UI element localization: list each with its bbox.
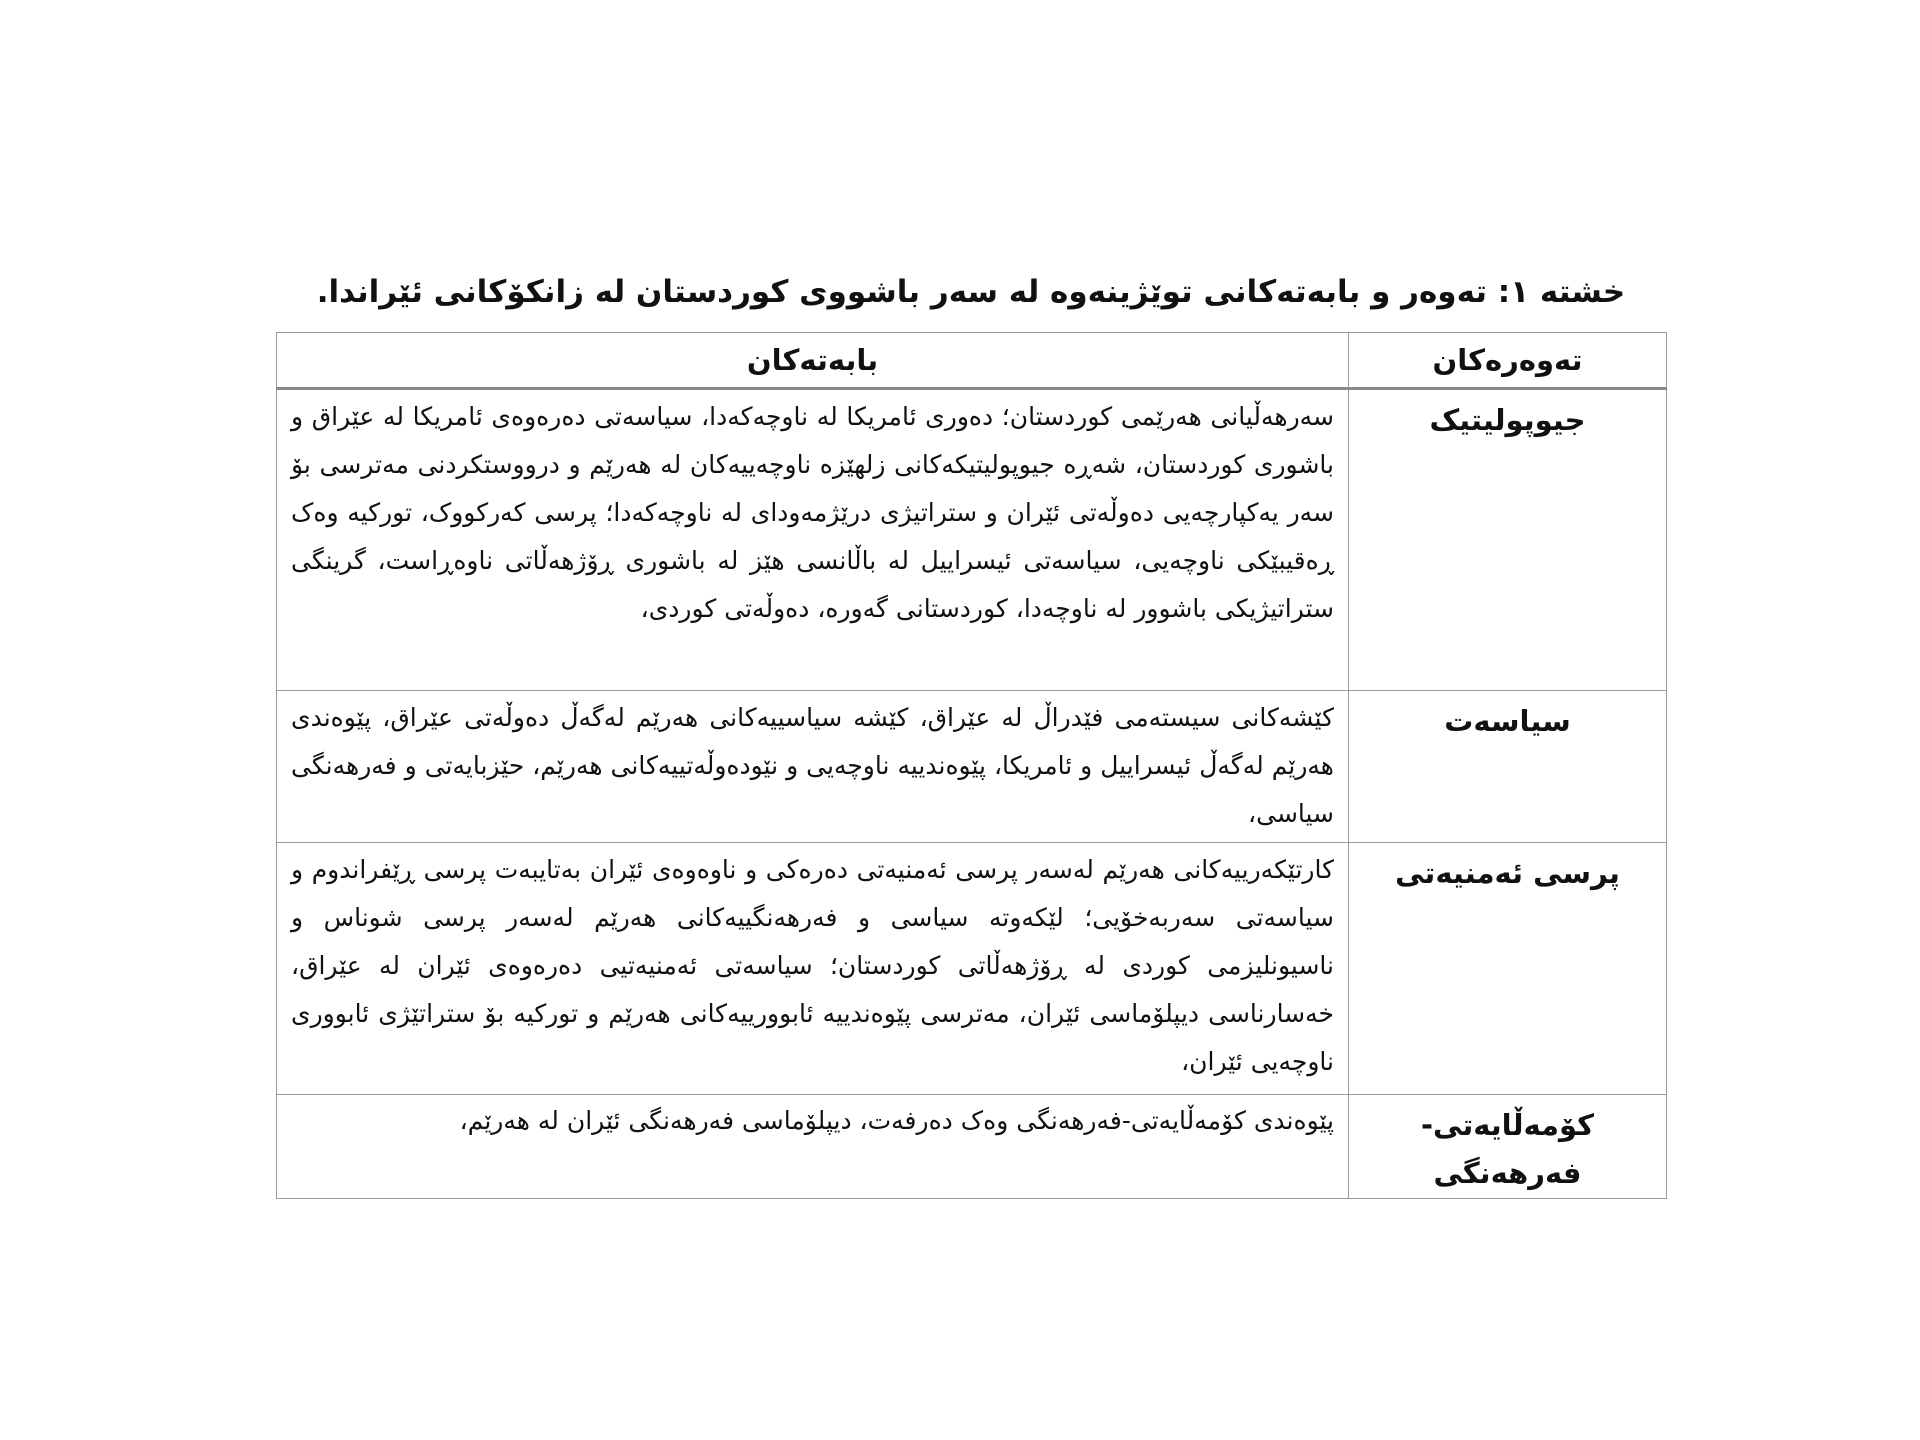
theme-cell-security: پرسی ئەمنیەتی [1349,843,1667,1095]
table-row [277,389,1667,691]
table-row [277,691,1667,843]
subject-cell-security: کارتێکەرییەکانی هەرێم لەسەر پرسی ئەمنیەتی دەرەکی و ناوەوەی ئێران بەتایبەت پرسی ڕێفراندوم و سیاسەتی سەربەخۆیی؛ لێکەوتە سیاسی و فەرهەنگییەکانی هەرێم لەسەر پرسی شوناس و ناسیونلیزمی کوردی لە ڕۆژهەڵاتی کوردستان؛ سیاسەتی ئەمنیەتیی دەرەوەی ئێران لە عێراق، خەسارناسی دیپلۆماسی ئێران، مەترسی پێوەندییە ئابوورییەکانی هەرێم و تورکیە بۆ ستراتێژی ئابووری ناوچەیی ئێران، [277,843,1349,1095]
table-caption: خشتە ١: تەوەر و بابەتەکانی توێژینەوە لە سەر باشووی کوردستان لە زانکۆکانی ئێراندا. [316,274,1626,310]
theme-cell-socio-cultural: کۆمەڵایەتی-فەرهەنگی [1349,1095,1667,1199]
table-row [277,1095,1667,1199]
themes-table [276,332,1667,1199]
subject-cell-socio-cultural: پێوەندی کۆمەڵایەتی-فەرهەنگی وەک دەرفەت، دیپلۆماسی فەرهەنگی ئێران لە هەرێم، [277,1095,1349,1199]
subject-cell-geopolitics: سەرهەڵیانی هەرێمی کوردستان؛ دەوری ئامریکا لە ناوچەکەدا، سیاسەتی دەرەوەی ئامریکا لە عێراق و باشوری کوردستان، شەڕە جیوپولیتیکەکانی زلهێزە ناوچەییەکان لە هەرێم و درووستکردنی مەترسی بۆ سەر یەکپارچەیی دەوڵەتی ئێران و ستراتیژی درێژمەودای لە ناوچەکەدا؛ پرسی کەرکووک، تورکیە وەک ڕەقیبێکی ناوچەیی، سیاسەتی ئیسراییل لە باڵانسی هێز لە باشوری ڕۆژهەڵاتی ناوەڕاست، گرینگی ستراتیژیکی باشوور لە ناوچەدا، کوردستانی گەورە، دەوڵەتی کوردی، [277,389,1349,691]
header-themes: تەوەرەکان [1349,333,1667,389]
header-subjects: بابەتەکان [277,333,1349,389]
table-row [277,843,1667,1095]
subject-cell-politics: کێشەکانی سیستەمی فێدراڵ لە عێراق، کێشە سیاسییەکانی هەرێم لەگەڵ دەوڵەتی عێراق، پێوەندی هەرێم لەگەڵ ئیسراییل و ئامریکا، پێوەندییە ناوچەیی و نێودەوڵەتییەکانی هەرێم، حێزبایەتی و فەرهەنگی سیاسی، [277,691,1349,843]
table-header-row [277,333,1667,389]
theme-cell-politics: سیاسەت [1349,691,1667,843]
theme-cell-geopolitics: جیوپولیتیک [1349,389,1667,691]
